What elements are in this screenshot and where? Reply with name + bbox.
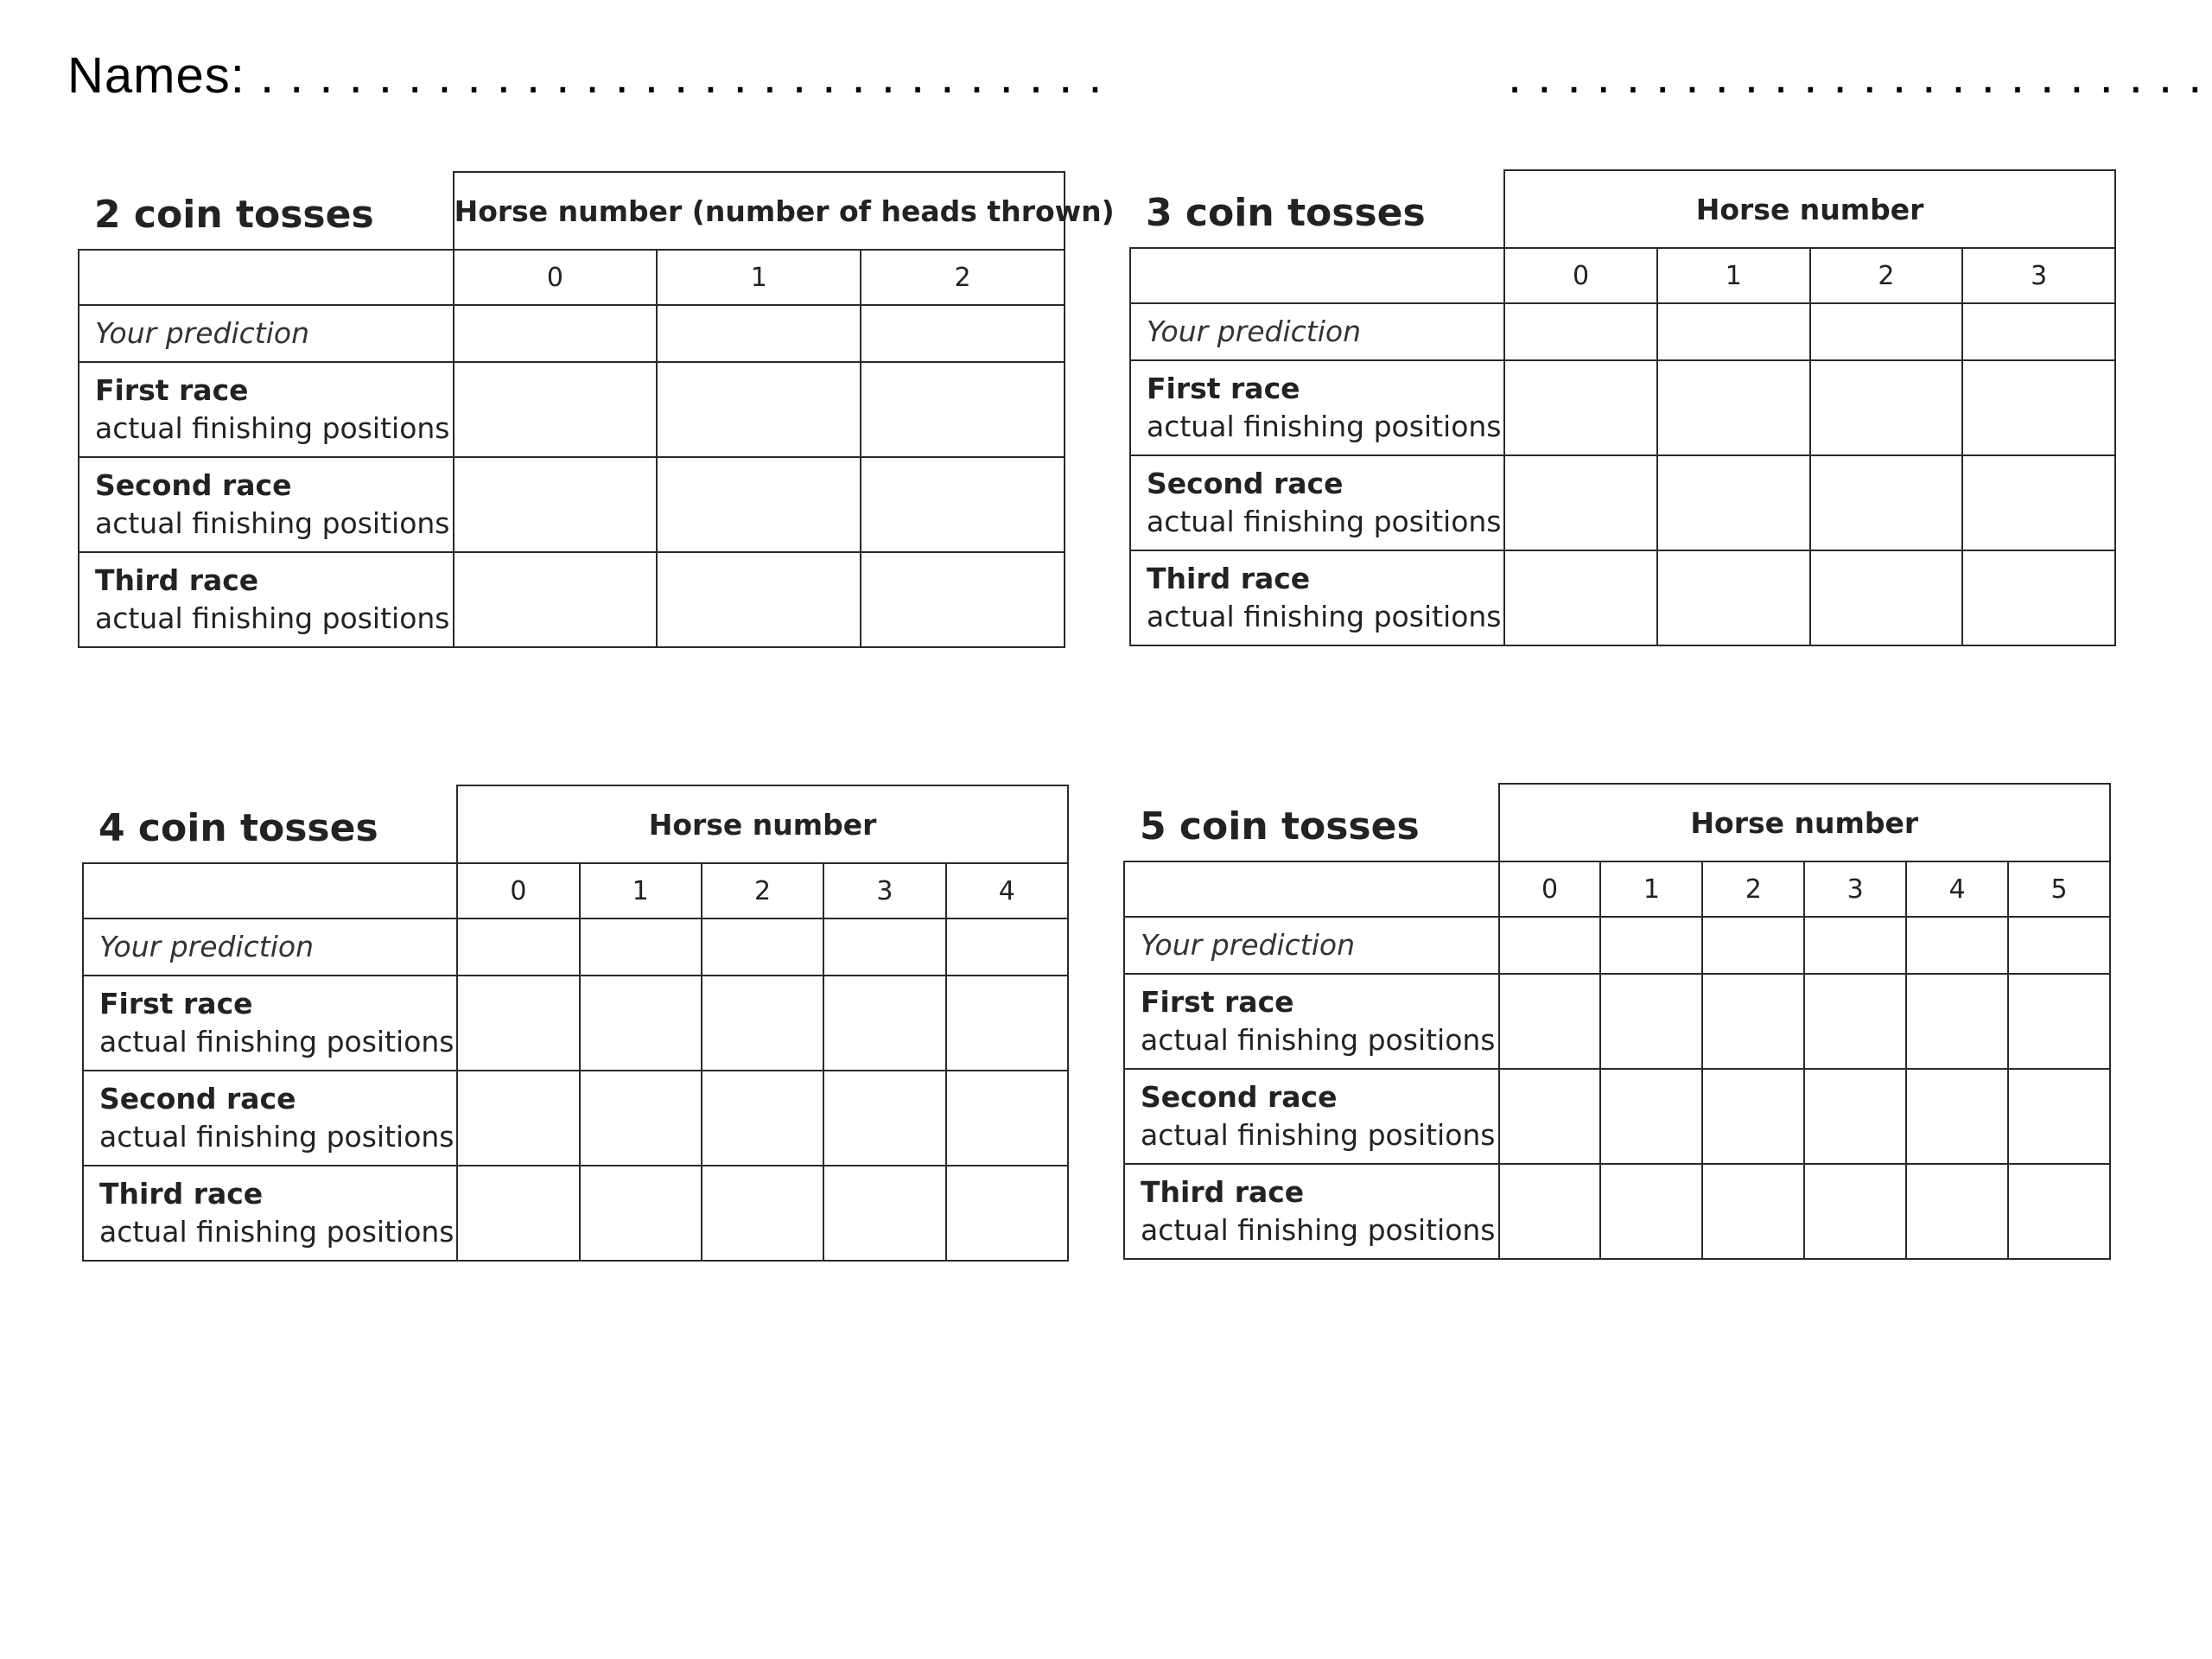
finishing-position-cell[interactable] xyxy=(1702,1069,1804,1164)
prediction-input-cell[interactable] xyxy=(823,918,945,976)
race-name: First race xyxy=(1141,985,1294,1019)
finishing-position-cell[interactable] xyxy=(580,976,702,1071)
race-row-label xyxy=(1124,974,1499,1069)
race-subtitle: actual finishing positions xyxy=(1141,1118,1496,1152)
race-row-label xyxy=(79,457,454,552)
finishing-position-cell[interactable] xyxy=(1499,1164,1601,1259)
prediction-input-cell[interactable] xyxy=(1504,303,1657,360)
finishing-position-cell[interactable] xyxy=(1906,1164,2008,1259)
race-row-label xyxy=(1124,1069,1499,1164)
prediction-input-cell[interactable] xyxy=(1810,303,1963,360)
race-subtitle: actual finishing positions xyxy=(1147,505,1502,538)
finishing-position-cell[interactable] xyxy=(823,1166,945,1261)
corner-cell xyxy=(83,863,457,918)
finishing-position-cell[interactable] xyxy=(702,1166,823,1261)
prediction-input-cell[interactable] xyxy=(657,305,861,362)
race-subtitle: actual finishing positions xyxy=(1141,1213,1496,1247)
race-name: Third race xyxy=(1147,562,1311,595)
race-row-label xyxy=(1130,550,1504,645)
horse-column-header: 3 xyxy=(823,863,945,918)
finishing-position-cell[interactable] xyxy=(1810,360,1963,455)
horse-column-header: 0 xyxy=(1504,248,1657,303)
race-subtitle: actual finishing positions xyxy=(99,1025,454,1058)
finishing-position-cell[interactable] xyxy=(580,1166,702,1261)
table-2-coin-tosses xyxy=(78,171,1115,648)
finishing-position-cell[interactable] xyxy=(1499,974,1601,1069)
horse-column-header: 5 xyxy=(2008,861,2110,917)
finishing-position-cell[interactable] xyxy=(1804,974,1906,1069)
horse-column-header: 2 xyxy=(1702,861,1804,917)
finishing-position-cell[interactable] xyxy=(1804,1069,1906,1164)
horse-column-header: 0 xyxy=(457,863,579,918)
race-subtitle: actual finishing positions xyxy=(1147,600,1502,633)
prediction-input-cell[interactable] xyxy=(861,305,1065,362)
race-row-label xyxy=(79,362,454,457)
race-name: Second race xyxy=(99,1082,296,1116)
horse-column-header: 2 xyxy=(861,250,1065,305)
prediction-label: Your prediction xyxy=(1130,303,1504,360)
finishing-position-cell[interactable] xyxy=(1804,1164,1906,1259)
prediction-input-cell[interactable] xyxy=(1804,917,1906,974)
finishing-position-cell[interactable] xyxy=(861,552,1065,647)
prediction-label: Your prediction xyxy=(79,305,454,362)
table-title: 3 coin tosses xyxy=(1130,170,1504,248)
race-name: Third race xyxy=(1141,1175,1305,1209)
finishing-position-cell[interactable] xyxy=(1906,1069,2008,1164)
race-name: Third race xyxy=(99,1177,264,1211)
horse-column-header: 1 xyxy=(580,863,702,918)
horse-column-header: 4 xyxy=(946,863,1068,918)
finishing-position-cell[interactable] xyxy=(1657,360,1810,455)
finishing-position-cell[interactable] xyxy=(1657,550,1810,645)
corner-cell xyxy=(1124,861,1499,917)
race-name: Second race xyxy=(1147,467,1344,500)
finishing-position-cell[interactable] xyxy=(1600,974,1702,1069)
race-subtitle: actual finishing positions xyxy=(1141,1023,1496,1057)
finishing-position-cell[interactable] xyxy=(657,457,861,552)
finishing-position-cell[interactable] xyxy=(1600,1164,1702,1259)
finishing-position-cell[interactable] xyxy=(861,362,1065,457)
finishing-position-cell[interactable] xyxy=(457,1166,579,1261)
table-5-coin-tosses xyxy=(1123,783,2111,1260)
finishing-position-cell[interactable] xyxy=(657,552,861,647)
prediction-input-cell[interactable] xyxy=(1962,303,2115,360)
finishing-position-cell[interactable] xyxy=(1810,550,1963,645)
finishing-position-cell[interactable] xyxy=(1962,550,2115,645)
horse-column-header: 2 xyxy=(1810,248,1963,303)
race-subtitle: actual finishing positions xyxy=(1147,410,1502,443)
race-subtitle: actual finishing positions xyxy=(99,1120,454,1154)
finishing-position-cell[interactable] xyxy=(861,457,1065,552)
horse-number-header: Horse number xyxy=(457,785,1068,863)
horse-column-header: 0 xyxy=(1499,861,1601,917)
prediction-input-cell[interactable] xyxy=(2008,917,2110,974)
race-subtitle: actual finishing positions xyxy=(99,1215,454,1249)
prediction-input-cell[interactable] xyxy=(1600,917,1702,974)
race-name: First race xyxy=(95,373,249,407)
prediction-input-cell[interactable] xyxy=(1702,917,1804,974)
finishing-position-cell[interactable] xyxy=(1657,455,1810,550)
finishing-position-cell[interactable] xyxy=(1962,455,2115,550)
finishing-position-cell[interactable] xyxy=(457,1071,579,1166)
race-row-label xyxy=(83,976,457,1071)
finishing-position-cell[interactable] xyxy=(657,362,861,457)
prediction-input-cell[interactable] xyxy=(454,305,658,362)
finishing-position-cell[interactable] xyxy=(946,976,1068,1071)
horse-column-header: 1 xyxy=(1657,248,1810,303)
corner-cell xyxy=(79,250,454,305)
race-row-label xyxy=(83,1071,457,1166)
race-row-label xyxy=(79,552,454,647)
finishing-position-cell[interactable] xyxy=(1702,1164,1804,1259)
race-name: Second race xyxy=(1141,1080,1338,1114)
horse-column-header: 3 xyxy=(1962,248,2115,303)
prediction-input-cell[interactable] xyxy=(702,918,823,976)
table-3-coin-tosses xyxy=(1129,169,2116,646)
names-label: Names: . . . . . . . . . . . . . . . . . . . . . . . . . . . . . xyxy=(67,48,1103,104)
finishing-position-cell[interactable] xyxy=(2008,1069,2110,1164)
finishing-position-cell[interactable] xyxy=(1962,360,2115,455)
names-second-blank: . . . . . . . . . . . . . . . . . . . . . . . . xyxy=(1508,48,2203,104)
prediction-input-cell[interactable] xyxy=(1906,917,2008,974)
horse-column-header: 2 xyxy=(702,863,823,918)
horse-number-header: Horse number xyxy=(1504,170,2115,248)
prediction-input-cell[interactable] xyxy=(1499,917,1601,974)
race-subtitle: actual finishing positions xyxy=(95,411,450,445)
prediction-label: Your prediction xyxy=(1124,917,1499,974)
finishing-position-cell[interactable] xyxy=(454,457,658,552)
horse-column-header: 1 xyxy=(1600,861,1702,917)
horse-column-header: 1 xyxy=(657,250,861,305)
horse-number-header: Horse number (number of heads thrown) xyxy=(454,172,1065,250)
finishing-position-cell[interactable] xyxy=(702,976,823,1071)
race-row-label xyxy=(1130,360,1504,455)
horse-column-header: 4 xyxy=(1906,861,2008,917)
finishing-position-cell[interactable] xyxy=(1810,455,1963,550)
prediction-input-cell[interactable] xyxy=(457,918,579,976)
prediction-input-cell[interactable] xyxy=(580,918,702,976)
table-title: 4 coin tosses xyxy=(83,785,457,863)
finishing-position-cell[interactable] xyxy=(1504,360,1657,455)
race-subtitle: actual finishing positions xyxy=(95,601,450,635)
finishing-position-cell[interactable] xyxy=(1499,1069,1601,1164)
finishing-position-cell[interactable] xyxy=(457,976,579,1071)
race-name: First race xyxy=(1147,372,1300,405)
finishing-position-cell[interactable] xyxy=(454,362,658,457)
race-row-label xyxy=(83,1166,457,1261)
table-title: 2 coin tosses xyxy=(79,172,454,250)
finishing-position-cell[interactable] xyxy=(1504,550,1657,645)
finishing-position-cell[interactable] xyxy=(580,1071,702,1166)
table-4-coin-tosses xyxy=(82,785,1069,1262)
horse-column-header: 3 xyxy=(1804,861,1906,917)
finishing-position-cell[interactable] xyxy=(946,1166,1068,1261)
finishing-position-cell[interactable] xyxy=(823,976,945,1071)
finishing-position-cell[interactable] xyxy=(1504,455,1657,550)
race-name: First race xyxy=(99,987,253,1020)
race-row-label xyxy=(1130,455,1504,550)
race-row-label xyxy=(1124,1164,1499,1259)
finishing-position-cell[interactable] xyxy=(2008,974,2110,1069)
finishing-position-cell[interactable] xyxy=(454,552,658,647)
finishing-position-cell[interactable] xyxy=(823,1071,945,1166)
finishing-position-cell[interactable] xyxy=(946,1071,1068,1166)
corner-cell xyxy=(1130,248,1504,303)
table-title: 5 coin tosses xyxy=(1124,784,1499,861)
finishing-position-cell[interactable] xyxy=(702,1071,823,1166)
finishing-position-cell[interactable] xyxy=(1702,974,1804,1069)
horse-column-header: 0 xyxy=(454,250,658,305)
race-name: Third race xyxy=(95,563,259,597)
race-name: Second race xyxy=(95,468,292,502)
finishing-position-cell[interactable] xyxy=(2008,1164,2110,1259)
prediction-input-cell[interactable] xyxy=(1657,303,1810,360)
race-subtitle: actual finishing positions xyxy=(95,506,450,540)
prediction-input-cell[interactable] xyxy=(946,918,1068,976)
horse-number-header: Horse number xyxy=(1499,784,2110,861)
finishing-position-cell[interactable] xyxy=(1906,974,2008,1069)
finishing-position-cell[interactable] xyxy=(1600,1069,1702,1164)
prediction-label: Your prediction xyxy=(83,918,457,976)
